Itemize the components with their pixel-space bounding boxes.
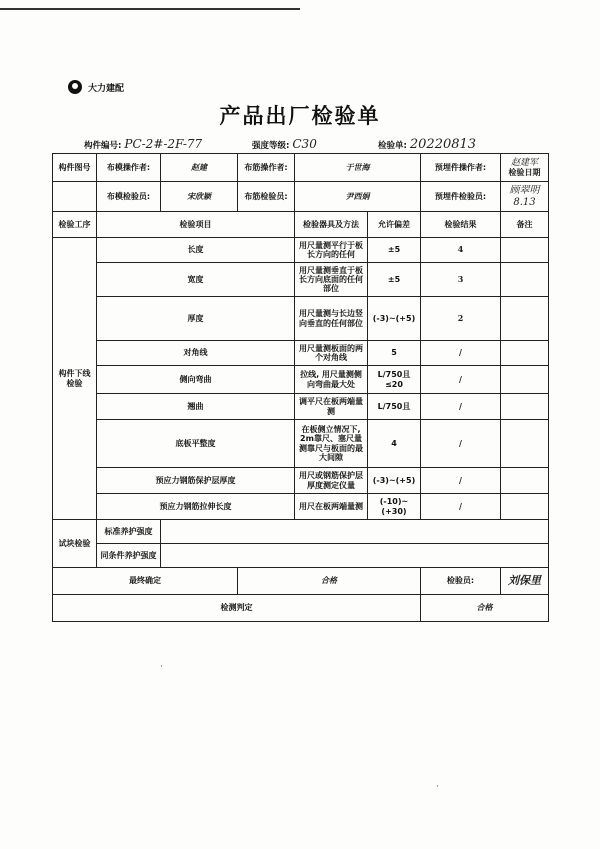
embed-inspector-cell [501,182,549,212]
inspector-value: 刘保里 [501,568,549,595]
rebar-inspector-label: 布筋检验员: [238,182,295,212]
inspection-date-label: 赵建军 检验日期 [501,154,549,182]
col-tolerance: 允许偏差 [368,212,421,238]
component-no-value: PC-2#-2F-77 [124,137,203,151]
table-row: 宽度 用尺量测垂直于板长方向底面的任何部位 ±5 3 [53,263,549,297]
result-value: 2 [421,297,501,341]
judgement-value: 合格 [421,595,549,622]
mold-inspector-value: 宋欣颖 [161,182,238,212]
table-row: 构件下线检验 长度 用尺量测平行于板长方向的任何 ±5 4 [53,238,549,263]
inspection-form-table [52,153,549,622]
personnel-row-2 [53,182,549,212]
column-header-row [53,212,549,238]
personnel-row-1 [53,154,549,182]
embed-operator-value: 赵建军 [510,157,538,168]
process-offline-label: 构件下线检验 [53,238,97,520]
col-remark: 备注 [501,212,549,238]
result-value: 4 [421,238,501,263]
test-block-row-1 [53,520,549,544]
final-label: 最终确定 [53,568,238,595]
judgement-row [53,595,549,622]
result-value: / [421,494,501,520]
mold-inspector-label: 布模检验员: [97,182,161,212]
result-value: / [421,394,501,420]
embed-operator-label: 预埋件操作者: [421,154,501,182]
company-logo-icon [68,80,82,94]
result-value: / [421,366,501,394]
col-method: 检验器具及方法 [295,212,368,238]
embed-inspector-label: 预埋件检验员: [421,182,501,212]
same-condition-label: 同条件养护强度 [97,544,161,568]
rebar-operator-label: 布筋操作者: [238,154,295,182]
mold-operator-value: 赵建 [161,154,238,182]
drawing-no-label: 构件图号 [53,154,97,182]
table-row: 对角线 用尺量测板面的两个对角线 5 / [53,341,549,366]
scan-speck: · [160,662,163,672]
inspection-no: 检验单: 20220813 [378,137,477,152]
test-block-label: 试块检验 [53,520,97,568]
col-process: 检验工序 [53,212,97,238]
inspection-date-value: 8.13 [513,196,536,208]
test-block-row-2 [53,544,549,568]
rebar-operator-value: 于世海 [295,154,421,182]
result-value: / [421,468,501,494]
company-logo [68,80,124,94]
table-row: 预应力钢筋拉伸长度 用尺在板两端量测 (-10)~(+30) / [53,494,549,520]
mold-operator-label: 布模操作者: [97,154,161,182]
scan-speck: · [436,782,439,792]
result-value: / [421,420,501,468]
table-row: 翘曲 调平尺在板两端量测 L/750且 / [53,394,549,420]
table-row: 底板平整度 在板侧立情况下, 2m靠尺、塞尺量测靠尺与板面的最大间隙 4 / [53,420,549,468]
embed-inspector-value: 顾翠明 [509,185,540,196]
standard-curing-label: 标准养护强度 [97,520,161,544]
final-row [53,568,549,595]
judgement-label: 检测判定 [53,595,421,622]
inspection-no-value: 20220813 [409,137,477,152]
col-result: 检验结果 [421,212,501,238]
company-name: 大力建配 [88,83,125,94]
table-row: 侧向弯曲 拉线, 用尺量测侧向弯曲最大处 L/750且 ≤20 / [53,366,549,394]
result-value: 3 [421,263,501,297]
rebar-inspector-value: 尹西娟 [295,182,421,212]
component-no: 构件编号: PC-2#-2F-77 [84,137,203,151]
result-value: / [421,341,501,366]
strength-grade: 强度等级: C30 [252,137,317,151]
inspector-label: 检验员: [421,568,501,595]
page-title: 产品出厂检验单 [219,104,381,128]
final-value: 合格 [238,568,421,595]
table-row: 预应力钢筋保护层厚度 用尺或钢筋保护层厚度测定仪量 (-3)~(+5) / [53,468,549,494]
table-row: 厚度 用尺量测与长边竖向垂直的任何部位 (-3)~(+5) 2 [53,297,549,341]
col-item: 检验项目 [97,212,295,238]
strength-grade-value: C30 [292,137,317,151]
top-rule [0,8,300,10]
